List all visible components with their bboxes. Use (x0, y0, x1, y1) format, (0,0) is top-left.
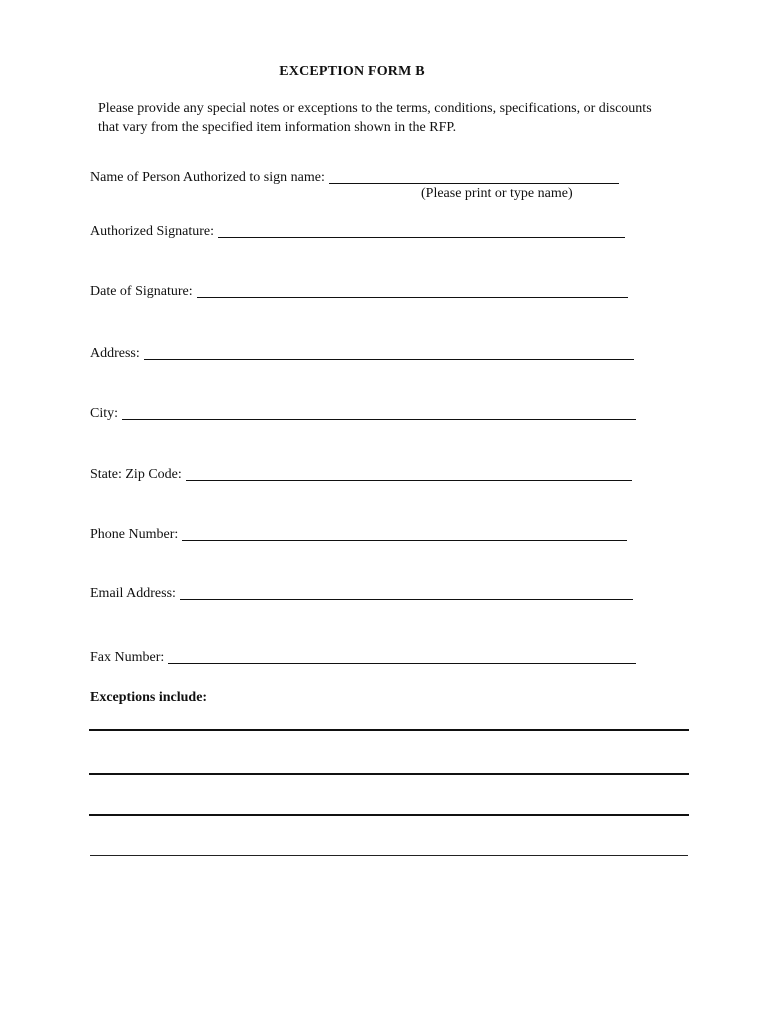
email-line[interactable] (180, 584, 633, 600)
signature-line[interactable] (218, 222, 625, 238)
phone-label: Phone Number: (90, 527, 179, 542)
signature-date-label: Date of Signature: (90, 284, 193, 299)
signature-date-line[interactable] (197, 282, 628, 298)
city-field (90, 404, 636, 422)
authorized-name-line[interactable] (329, 168, 619, 184)
signature-label: Authorized Signature: (90, 224, 215, 239)
address-label: Address: (90, 346, 140, 361)
city-label: City: (90, 406, 119, 421)
email-field (90, 584, 633, 602)
state-zip-field (90, 465, 632, 483)
phone-line[interactable] (182, 525, 627, 541)
authorized-name-hint: (Please print or type name) (421, 186, 573, 201)
authorized-name-field (90, 168, 619, 186)
form-title: EXCEPTION FORM B (279, 64, 425, 79)
email-label: Email Address: (90, 586, 176, 601)
state-zip-label: State: Zip Code: (90, 467, 182, 482)
signature-date-field (90, 282, 628, 300)
authorized-name-label: Name of Person Authorized to sign name: (90, 170, 325, 185)
exceptions-heading: Exceptions include: (90, 690, 208, 705)
form-instructions: Please provide any special notes or exceptions to the terms, conditions, specifications, or discounts that vary from the specified item information shown in the RFP. (98, 101, 652, 135)
exceptions-line-4[interactable] (90, 855, 688, 856)
address-field (90, 344, 634, 362)
city-line[interactable] (122, 404, 636, 420)
exceptions-line-1[interactable] (89, 729, 689, 731)
state-zip-line[interactable] (186, 465, 632, 481)
address-line[interactable] (144, 344, 634, 360)
fax-field (90, 648, 636, 666)
exceptions-line-2[interactable] (89, 773, 689, 775)
fax-label: Fax Number: (90, 650, 165, 665)
signature-field (90, 222, 625, 240)
phone-field (90, 525, 627, 543)
fax-line[interactable] (168, 648, 636, 664)
exceptions-line-3[interactable] (89, 814, 689, 816)
